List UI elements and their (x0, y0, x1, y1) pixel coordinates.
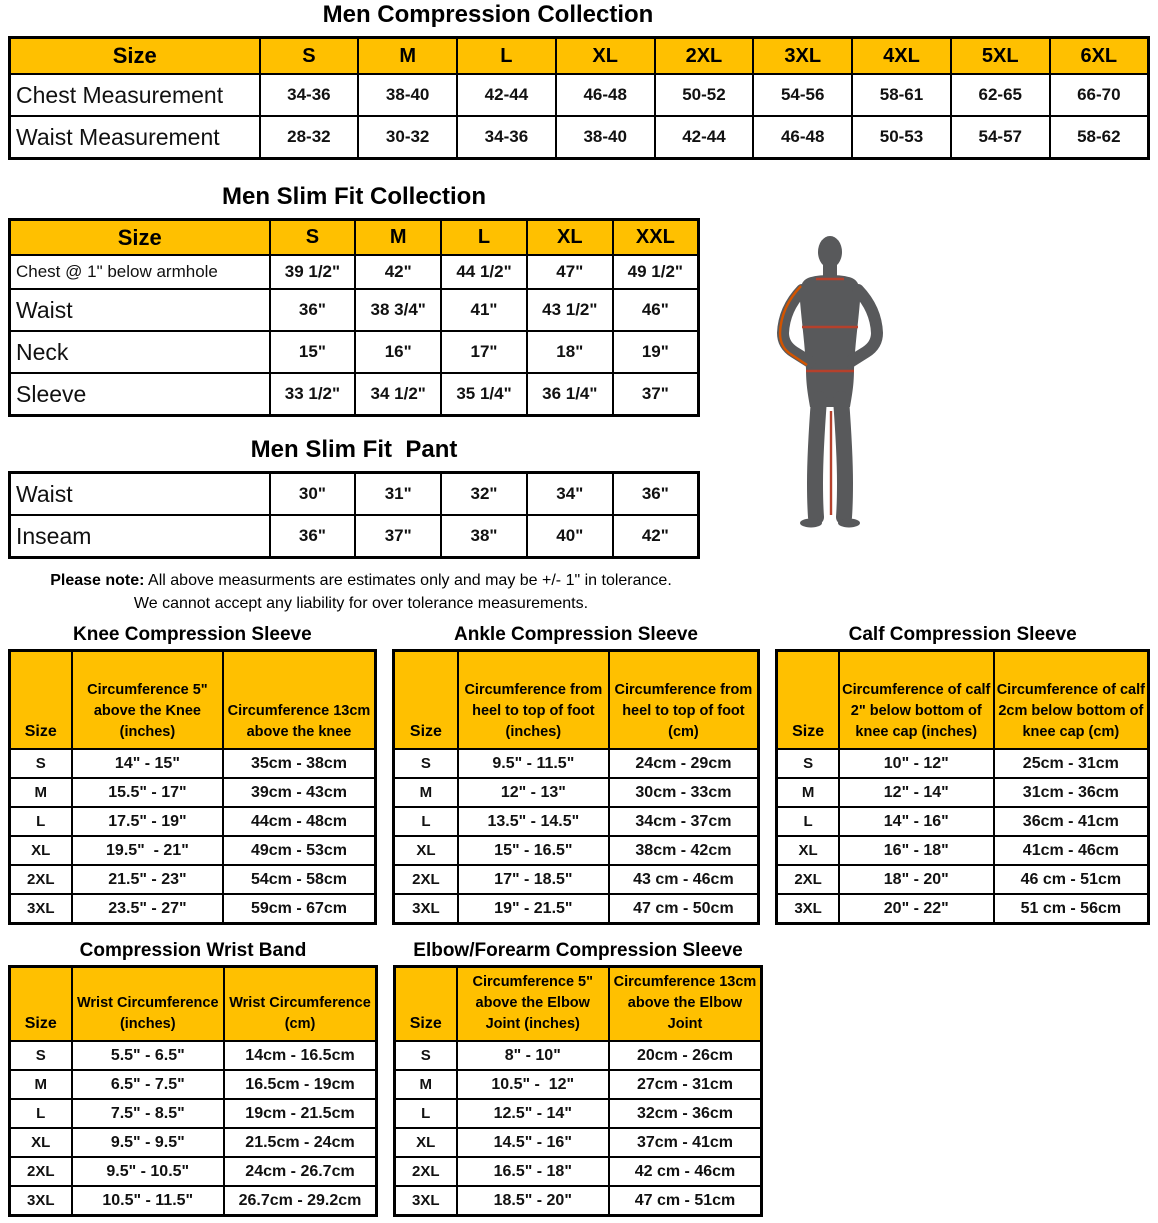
table-row (10, 865, 376, 894)
table-row (10, 515, 699, 558)
table-cell: 25cm - 31cm (994, 749, 1149, 778)
table-cell: 43 cm - 46cm (609, 865, 759, 894)
table-cell: Chest @ 1" below armhole (10, 255, 270, 289)
table-cell: S (10, 1041, 72, 1070)
table-cell: L (10, 1099, 72, 1128)
table-cell: L (393, 807, 458, 836)
table-cell: 49cm - 53cm (223, 836, 375, 865)
table-row (10, 473, 699, 516)
header-row (393, 651, 759, 750)
table-row (393, 749, 759, 778)
table-cell: 32cm - 36cm (609, 1099, 762, 1128)
table-row (10, 1186, 377, 1216)
table-cell: 47 cm - 51cm (609, 1186, 762, 1216)
knee-sleeve-title: Knee Compression Sleeve (73, 624, 312, 645)
table-cell: 42-44 (655, 116, 754, 159)
ankle-sleeve-table (392, 649, 761, 925)
table-cell: 36" (270, 515, 356, 558)
table-cell: 50-52 (655, 74, 754, 116)
section-title-men-slim-fit: Men Slim Fit Collection (221, 183, 486, 210)
note-label: Please note: (50, 572, 145, 589)
table-cell: 24cm - 29cm (609, 749, 759, 778)
ankle-sleeve-section (392, 625, 761, 925)
table-cell: 15.5" - 17" (72, 778, 224, 807)
column-header: Size (10, 38, 260, 75)
table-row (10, 836, 376, 865)
table-cell: Waist (10, 289, 270, 331)
table-cell: 14cm - 16.5cm (224, 1041, 377, 1070)
table-row (395, 1070, 762, 1099)
table-cell: S (393, 749, 458, 778)
male-silhouette-figure (770, 232, 890, 534)
table-cell: 30" (270, 473, 356, 516)
table-cell: 18" (527, 331, 613, 373)
table-cell: 14.5" - 16" (457, 1128, 610, 1157)
header-row (10, 651, 376, 750)
table-row (10, 331, 699, 373)
table-cell: 46-48 (753, 116, 852, 159)
calf-sleeve-section (775, 625, 1150, 925)
table-cell: 2XL (10, 1157, 72, 1186)
table-cell: 2XL (395, 1157, 457, 1186)
column-header: S (260, 38, 359, 75)
table-cell: 12" - 13" (458, 778, 608, 807)
table-cell: 36" (613, 473, 699, 516)
table-cell: 3XL (10, 1186, 72, 1216)
table-cell: 9.5" - 9.5" (72, 1128, 225, 1157)
table-cell: Chest Measurement (10, 74, 260, 116)
table-cell: 20cm - 26cm (609, 1041, 762, 1070)
table-cell: S (395, 1041, 457, 1070)
table-cell: 37" (355, 515, 441, 558)
table-row (777, 807, 1149, 836)
table-cell: 31cm - 36cm (994, 778, 1149, 807)
column-header: Circumference 5" above the Elbow Joint (inches) (457, 967, 610, 1042)
table-cell: 59cm - 67cm (223, 894, 375, 924)
table-cell: 10" - 12" (839, 749, 994, 778)
table-cell: 42" (613, 515, 699, 558)
table-cell: 23.5" - 27" (72, 894, 224, 924)
arm-band-tables-row (8, 941, 1150, 1217)
table-cell: 46 cm - 51cm (994, 865, 1149, 894)
section-title-men-slim-fit-pant: Men Slim Fit Pant (250, 436, 458, 463)
table-cell: 9.5" - 11.5" (458, 749, 608, 778)
table-cell: Inseam (10, 515, 270, 558)
table-cell: 26.7cm - 29.2cm (224, 1186, 377, 1216)
table-cell: 33 1/2" (270, 373, 356, 416)
table-cell: L (777, 807, 839, 836)
table-cell: 44 1/2" (441, 255, 527, 289)
table-cell: 14" - 16" (839, 807, 994, 836)
column-header: Circumference 13cm above the knee (223, 651, 375, 750)
table-row (395, 1041, 762, 1070)
table-cell: 47 cm - 50cm (609, 894, 759, 924)
table-row (777, 865, 1149, 894)
table-cell: 50-53 (852, 116, 951, 159)
table-row (395, 1157, 762, 1186)
table-cell: XL (10, 836, 72, 865)
table-cell: 14" - 15" (72, 749, 224, 778)
table-cell: XL (395, 1128, 457, 1157)
table-cell: XL (10, 1128, 72, 1157)
column-header: L (457, 38, 556, 75)
table-cell: 19" (613, 331, 699, 373)
table-row (10, 116, 1149, 159)
table-cell: 42" (355, 255, 441, 289)
table-cell: 17" - 18.5" (458, 865, 608, 894)
table-cell: 35cm - 38cm (223, 749, 375, 778)
limb-sleeve-tables-row (8, 625, 1150, 925)
table-cell: 38 3/4" (355, 289, 441, 331)
table-cell: 30cm - 33cm (609, 778, 759, 807)
table-cell: 43 1/2" (527, 289, 613, 331)
table-cell: M (10, 778, 72, 807)
column-header: Size (10, 651, 72, 750)
column-header: 4XL (852, 38, 951, 75)
table-cell: Waist (10, 473, 270, 516)
table-row (10, 1041, 377, 1070)
table-cell: 37cm - 41cm (609, 1128, 762, 1157)
table-cell: 10.5" - 12" (457, 1070, 610, 1099)
column-header: XL (556, 38, 655, 75)
table-cell: 18" - 20" (839, 865, 994, 894)
table-cell: 21.5cm - 24cm (224, 1128, 377, 1157)
table-cell: 21.5" - 23" (72, 865, 224, 894)
table-cell: 58-62 (1050, 116, 1149, 159)
table-cell: 34cm - 37cm (609, 807, 759, 836)
table-cell: 34-36 (457, 116, 556, 159)
table-row (777, 894, 1149, 924)
table-cell: 37" (613, 373, 699, 416)
calf-sleeve-title: Calf Compression Sleeve (848, 624, 1077, 645)
column-header: 2XL (655, 38, 754, 75)
table-cell: 38cm - 42cm (609, 836, 759, 865)
table-cell: 49 1/2" (613, 255, 699, 289)
wrist-band-table (8, 965, 378, 1217)
header-row (10, 220, 699, 256)
table-cell: M (10, 1070, 72, 1099)
table-cell: 19.5" - 21" (72, 836, 224, 865)
table-cell: 2XL (777, 865, 839, 894)
table-cell: XL (393, 836, 458, 865)
table-cell: 17.5" - 19" (72, 807, 224, 836)
table-row (10, 1157, 377, 1186)
table-cell: 36" (270, 289, 356, 331)
table-cell: Waist Measurement (10, 116, 260, 159)
table-cell: S (10, 749, 72, 778)
table-cell: 9.5" - 10.5" (72, 1157, 225, 1186)
table-cell: 19cm - 21.5cm (224, 1099, 377, 1128)
table-cell: 6.5" - 7.5" (72, 1070, 225, 1099)
table-cell: M (777, 778, 839, 807)
column-header: Size (393, 651, 458, 750)
table-row (10, 894, 376, 924)
tolerance-note (8, 569, 714, 615)
table-cell: 30-32 (358, 116, 457, 159)
table-row (395, 1128, 762, 1157)
table-cell: L (395, 1099, 457, 1128)
table-cell: 38-40 (556, 116, 655, 159)
table-row (10, 749, 376, 778)
table-row (777, 836, 1149, 865)
column-header: Circumference 5" above the Knee (inches) (72, 651, 224, 750)
table-cell: 3XL (393, 894, 458, 924)
table-cell: 34 1/2" (355, 373, 441, 416)
knee-sleeve-table (8, 649, 377, 925)
table-row (10, 289, 699, 331)
men-slim-fit-pant-table (8, 471, 700, 559)
table-cell: 39 1/2" (270, 255, 356, 289)
column-header: Circumference 13cm above the Elbow Joint (609, 967, 762, 1042)
column-header: XXL (613, 220, 699, 256)
table-cell: 47" (527, 255, 613, 289)
table-cell: 15" (270, 331, 356, 373)
table-cell: 19" - 21.5" (458, 894, 608, 924)
column-header: XL (527, 220, 613, 256)
table-cell: 62-65 (951, 74, 1050, 116)
column-header: Wrist Circumference (inches) (72, 967, 225, 1042)
table-cell: 12" - 14" (839, 778, 994, 807)
table-cell: 17" (441, 331, 527, 373)
table-row (395, 1099, 762, 1128)
table-row (393, 865, 759, 894)
calf-sleeve-table (775, 649, 1150, 925)
table-cell: 15" - 16.5" (458, 836, 608, 865)
column-header: 5XL (951, 38, 1050, 75)
table-cell: 54-56 (753, 74, 852, 116)
column-header: Circumference of calf 2" below bottom of knee cap (inches) (839, 651, 994, 750)
column-header: 6XL (1050, 38, 1149, 75)
table-cell: 41cm - 46cm (994, 836, 1149, 865)
table-cell: L (10, 807, 72, 836)
table-cell: 16.5" - 18" (457, 1157, 610, 1186)
table-row (10, 74, 1149, 116)
table-cell: 31" (355, 473, 441, 516)
note-line1: All above measurments are estimates only and may be +/- 1" in tolerance. (148, 572, 672, 589)
table-cell: 13.5" - 14.5" (458, 807, 608, 836)
table-cell: M (395, 1070, 457, 1099)
table-row (393, 807, 759, 836)
table-cell: 41" (441, 289, 527, 331)
table-cell: M (393, 778, 458, 807)
wrist-band-title: Compression Wrist Band (79, 940, 307, 961)
table-cell: 40" (527, 515, 613, 558)
table-cell: 20" - 22" (839, 894, 994, 924)
table-cell: 36 1/4" (527, 373, 613, 416)
table-cell: 32" (441, 473, 527, 516)
column-header: M (358, 38, 457, 75)
table-row (777, 778, 1149, 807)
column-header: Circumference from heel to top of foot (inches) (458, 651, 608, 750)
table-row (10, 373, 699, 416)
table-cell: S (777, 749, 839, 778)
men-compression-table (8, 36, 1150, 160)
table-cell: Sleeve (10, 373, 270, 416)
header-row (10, 38, 1149, 75)
elbow-sleeve-title: Elbow/Forearm Compression Sleeve (413, 940, 743, 961)
table-row (777, 749, 1149, 778)
table-cell: 16" (355, 331, 441, 373)
table-cell: Neck (10, 331, 270, 373)
column-header: 3XL (753, 38, 852, 75)
table-cell: 46-48 (556, 74, 655, 116)
table-cell: 34" (527, 473, 613, 516)
knee-sleeve-section (8, 625, 377, 925)
table-cell: XL (777, 836, 839, 865)
table-cell: 54cm - 58cm (223, 865, 375, 894)
table-cell: 24cm - 26.7cm (224, 1157, 377, 1186)
table-row (10, 255, 699, 289)
table-cell: 54-57 (951, 116, 1050, 159)
column-header: Size (777, 651, 839, 750)
table-cell: 38-40 (358, 74, 457, 116)
column-header: Circumference of calf 2cm below bottom of knee cap (cm) (994, 651, 1149, 750)
table-cell: 58-61 (852, 74, 951, 116)
column-header: Size (10, 220, 270, 256)
table-cell: 51 cm - 56cm (994, 894, 1149, 924)
table-cell: 12.5" - 14" (457, 1099, 610, 1128)
table-cell: 66-70 (1050, 74, 1149, 116)
table-cell: 35 1/4" (441, 373, 527, 416)
table-cell: 42 cm - 46cm (609, 1157, 762, 1186)
table-cell: 3XL (777, 894, 839, 924)
table-cell: 28-32 (260, 116, 359, 159)
table-row (395, 1186, 762, 1216)
note-line2: We cannot accept any liability for over tolerance measurements. (133, 595, 589, 612)
table-cell: 7.5" - 8.5" (72, 1099, 225, 1128)
table-cell: 34-36 (260, 74, 359, 116)
column-header: Size (10, 967, 72, 1042)
header-row (395, 967, 762, 1042)
table-cell: 10.5" - 11.5" (72, 1186, 225, 1216)
column-header: Circumference from heel to top of foot (cm) (609, 651, 759, 750)
table-cell: 38" (441, 515, 527, 558)
table-cell: 16" - 18" (839, 836, 994, 865)
wrist-band-section (8, 941, 378, 1217)
table-row (393, 778, 759, 807)
table-cell: 3XL (395, 1186, 457, 1216)
column-header: S (270, 220, 356, 256)
table-cell: 36cm - 41cm (994, 807, 1149, 836)
table-row (10, 1099, 377, 1128)
table-cell: 27cm - 31cm (609, 1070, 762, 1099)
column-header: Size (395, 967, 457, 1042)
table-row (10, 1128, 377, 1157)
table-row (10, 1070, 377, 1099)
men-slim-fit-table (8, 218, 700, 417)
table-cell: 8" - 10" (457, 1041, 610, 1070)
table-cell: 2XL (393, 865, 458, 894)
header-row (10, 967, 377, 1042)
table-cell: 46" (613, 289, 699, 331)
column-header: L (441, 220, 527, 256)
elbow-sleeve-section (393, 941, 763, 1217)
elbow-sleeve-table (393, 965, 763, 1217)
header-row (777, 651, 1149, 750)
table-cell: 44cm - 48cm (223, 807, 375, 836)
table-cell: 42-44 (457, 74, 556, 116)
table-row (10, 807, 376, 836)
table-cell: 5.5" - 6.5" (72, 1041, 225, 1070)
column-header: Wrist Circumference (cm) (224, 967, 377, 1042)
table-cell: 3XL (10, 894, 72, 924)
table-row (393, 836, 759, 865)
table-cell: 2XL (10, 865, 72, 894)
ankle-sleeve-title: Ankle Compression Sleeve (454, 624, 698, 645)
section-title-men-compression: Men Compression Collection (322, 1, 654, 28)
table-cell: 16.5cm - 19cm (224, 1070, 377, 1099)
table-row (10, 778, 376, 807)
column-header: M (355, 220, 441, 256)
table-cell: 18.5" - 20" (457, 1186, 610, 1216)
table-row (393, 894, 759, 924)
table-cell: 39cm - 43cm (223, 778, 375, 807)
